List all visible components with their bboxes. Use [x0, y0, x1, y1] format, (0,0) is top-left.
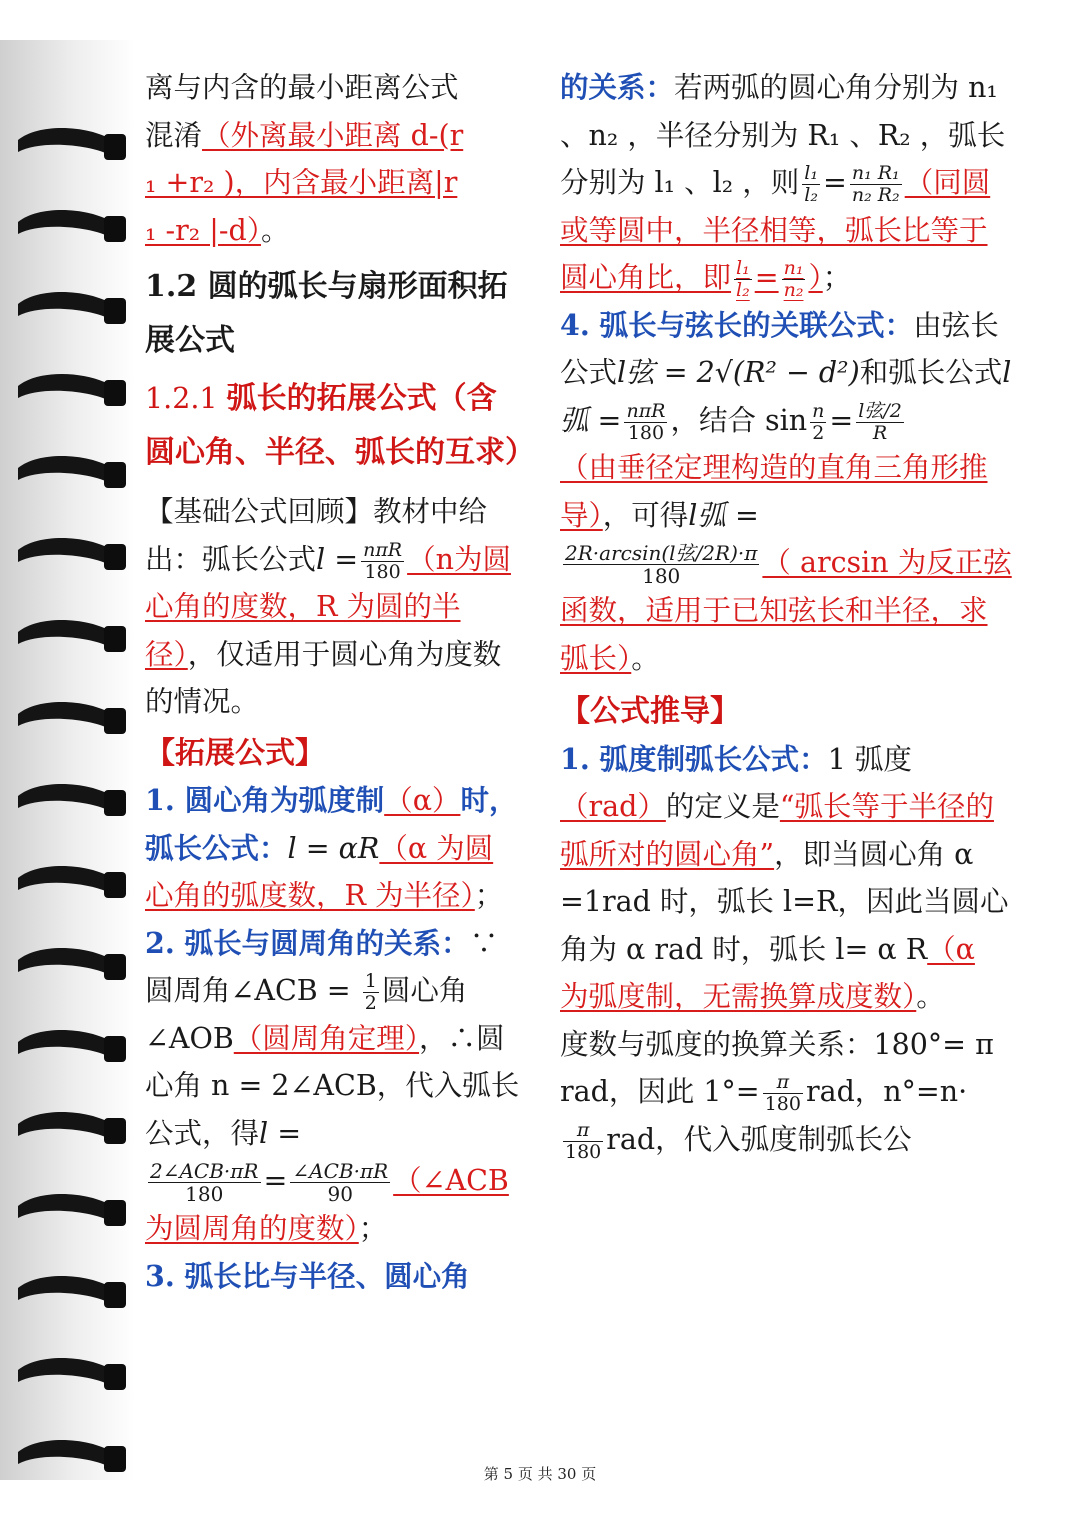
extended-item-1: 1. 圆心角为弧度制（α）时，弧长公式：l = αR（α 为圆心角的弧度数，R 为半径）；: [145, 783, 518, 912]
fraction: $\frac{\text{n₁ R₁}}{\text{n₂ R₂}}$: [851, 162, 900, 206]
binding-ring: [18, 1358, 126, 1390]
right-column: [560, 64, 1012, 1163]
binding-ring: [18, 1194, 126, 1226]
extended-item-4: 4. 弧长与弦长的关联公式：由弦长公式l弦 = 2√(R² − d²)和弧长公式l弧 = $\frac{\text{nπR}}{180}$ ，结合 sin $\frac{n}{2}$ = $\frac{\text{l弦/2}}{R}$: [560, 307, 1012, 444]
extended-item-4-cont: （由垂径定理构造的直角三角形推导），可得l弧 =: [560, 451, 988, 532]
spiral-rings-icon: [0, 40, 135, 1480]
spiral-binding: [0, 40, 135, 1480]
fraction: $\frac{\text{∠ACB·πR}}{90}$: [292, 1159, 389, 1206]
binding-ring: [18, 456, 126, 488]
page-footer: 第 5 页 共 30 页: [483, 1465, 597, 1483]
section-heading-1-2-1: 1.2.1 弧长的拓展公式（含圆心角、半径、弧长的互求）: [145, 381, 535, 470]
derivation-conversion: 度数与弧度的换算关系：180°= π rad，因此 1°= $\frac{\pi}{180}$ rad，n°=n· $\frac{\pi}{180}$ rad，代入弧度制弧长公: [560, 1027, 994, 1163]
fraction: $\frac{\text{2R·arcsin(l弦/2R)·π}}{180}$: [565, 541, 758, 588]
text-line: ₁ -r₂ |-d）。: [145, 213, 290, 247]
fraction: $\frac{\text{nπR}}{180}$: [626, 399, 666, 444]
extended-formula-heading: 【拓展公式】: [145, 735, 325, 771]
fraction: $\frac{\text{2∠ACB·πR}}{180}$: [150, 1159, 259, 1206]
extended-item-2-formula: $\frac{\text{2∠ACB·πR}}{180}$ = $\frac{\text{∠ACB·πR}}{90}$ （∠ACB 为圆周角的度数）；: [145, 1159, 509, 1245]
paragraph-basic-formula: 【基础公式回顾】教材中给出：弧长公式l = $\frac{\text{nπR}}{180}$ （n为圆心角的度数，R 为圆的半径），仅适用于圆心角为度数的情况。: [145, 495, 511, 718]
fraction: $\frac{\pi}{180}$: [764, 1071, 801, 1115]
binding-ring: [18, 538, 126, 570]
text-line: 离与内含的最小距离公式: [145, 71, 459, 104]
binding-ring: [18, 866, 126, 898]
fraction: $\frac{\text{l弦/2}}{R}$: [858, 399, 902, 444]
derivation-item-1: 1. 弧度制弧长公式：1 弧度（rad）的定义是“弧长等于半径的弧所对的圆心角”，即当圆心角 α =1rad 时，弧长 l=R，因此当圆心角为 α rad 时，弧长 l= α R（α 为弧度制，无需换算成度数）。: [560, 741, 1009, 1013]
extended-item-3: 3. 弧长比与半径、圆心角: [145, 1258, 470, 1293]
text-line: 混淆（外离最小距离 d-(r: [145, 118, 464, 152]
extended-item-2: 2. 弧长与圆周角的关系：∵圆周角∠ACB = $\frac{1}{2}$ 圆心角∠AOB（圆周角定理），∴圆心角 n = 2∠ACB，代入弧长公式，得l =: [145, 925, 520, 1150]
binding-ring: [18, 784, 126, 816]
section-heading-1-2: 1.2 圆的弧长与扇形面积拓展公式: [145, 269, 508, 358]
binding-ring: [18, 1030, 126, 1062]
binding-ring: [18, 128, 126, 160]
text-line: ₁ +r₂ )，内含最小距离|r: [145, 166, 458, 199]
extended-item-3-cont: 的关系：若两弧的圆心角分别为 n₁ 、n₂ ，半径分别为 R₁ 、R₂ ，弧长分别为 l₁ 、l₂ ，则 $\frac{\text{l₁}}{\text{l₂}}$ = $\frac{\text{n₁ R₁}}{\text{n₂ R₂}}$ （同圆或等圆中，半径相等，弧长比等于圆心角比，即 $\frac{\text{l₁}}{\text{l₂}}$ = $\frac{\text{n₁}}{\text{n₂}}$ ）；: [560, 70, 1006, 301]
binding-ring: [18, 292, 126, 324]
extended-item-4-formula: $\frac{\text{2R·arcsin(l弦/2R)·π}}{180}$ （ arcsin 为反正弦函数，适用于已知弦长和半径，求弧长）。: [560, 541, 1012, 675]
fraction: $\frac{\text{n₁}}{\text{n₂}}$: [783, 257, 804, 301]
fraction: $\frac{\text{l₁}}{\text{l₂}}$: [736, 257, 750, 301]
left-column: [145, 64, 535, 1300]
binding-ring: [18, 374, 126, 406]
derivation-heading: 【公式推导】: [560, 694, 740, 729]
fraction: $\frac{\pi}{180}$: [565, 1118, 602, 1163]
fraction: $\frac{\text{l₁}}{\text{l₂}}$: [804, 162, 818, 206]
binding-ring: [18, 1112, 126, 1144]
fraction: $\frac{1}{2}$: [364, 970, 377, 1014]
binding-ring: [18, 1276, 126, 1308]
fraction: $\frac{n}{2}$: [812, 399, 825, 444]
binding-ring: [18, 948, 126, 980]
binding-ring: [18, 210, 126, 242]
binding-ring: [18, 702, 126, 734]
binding-ring: [18, 620, 126, 652]
fraction: $\frac{\text{nπR}}{180}$: [363, 538, 403, 583]
